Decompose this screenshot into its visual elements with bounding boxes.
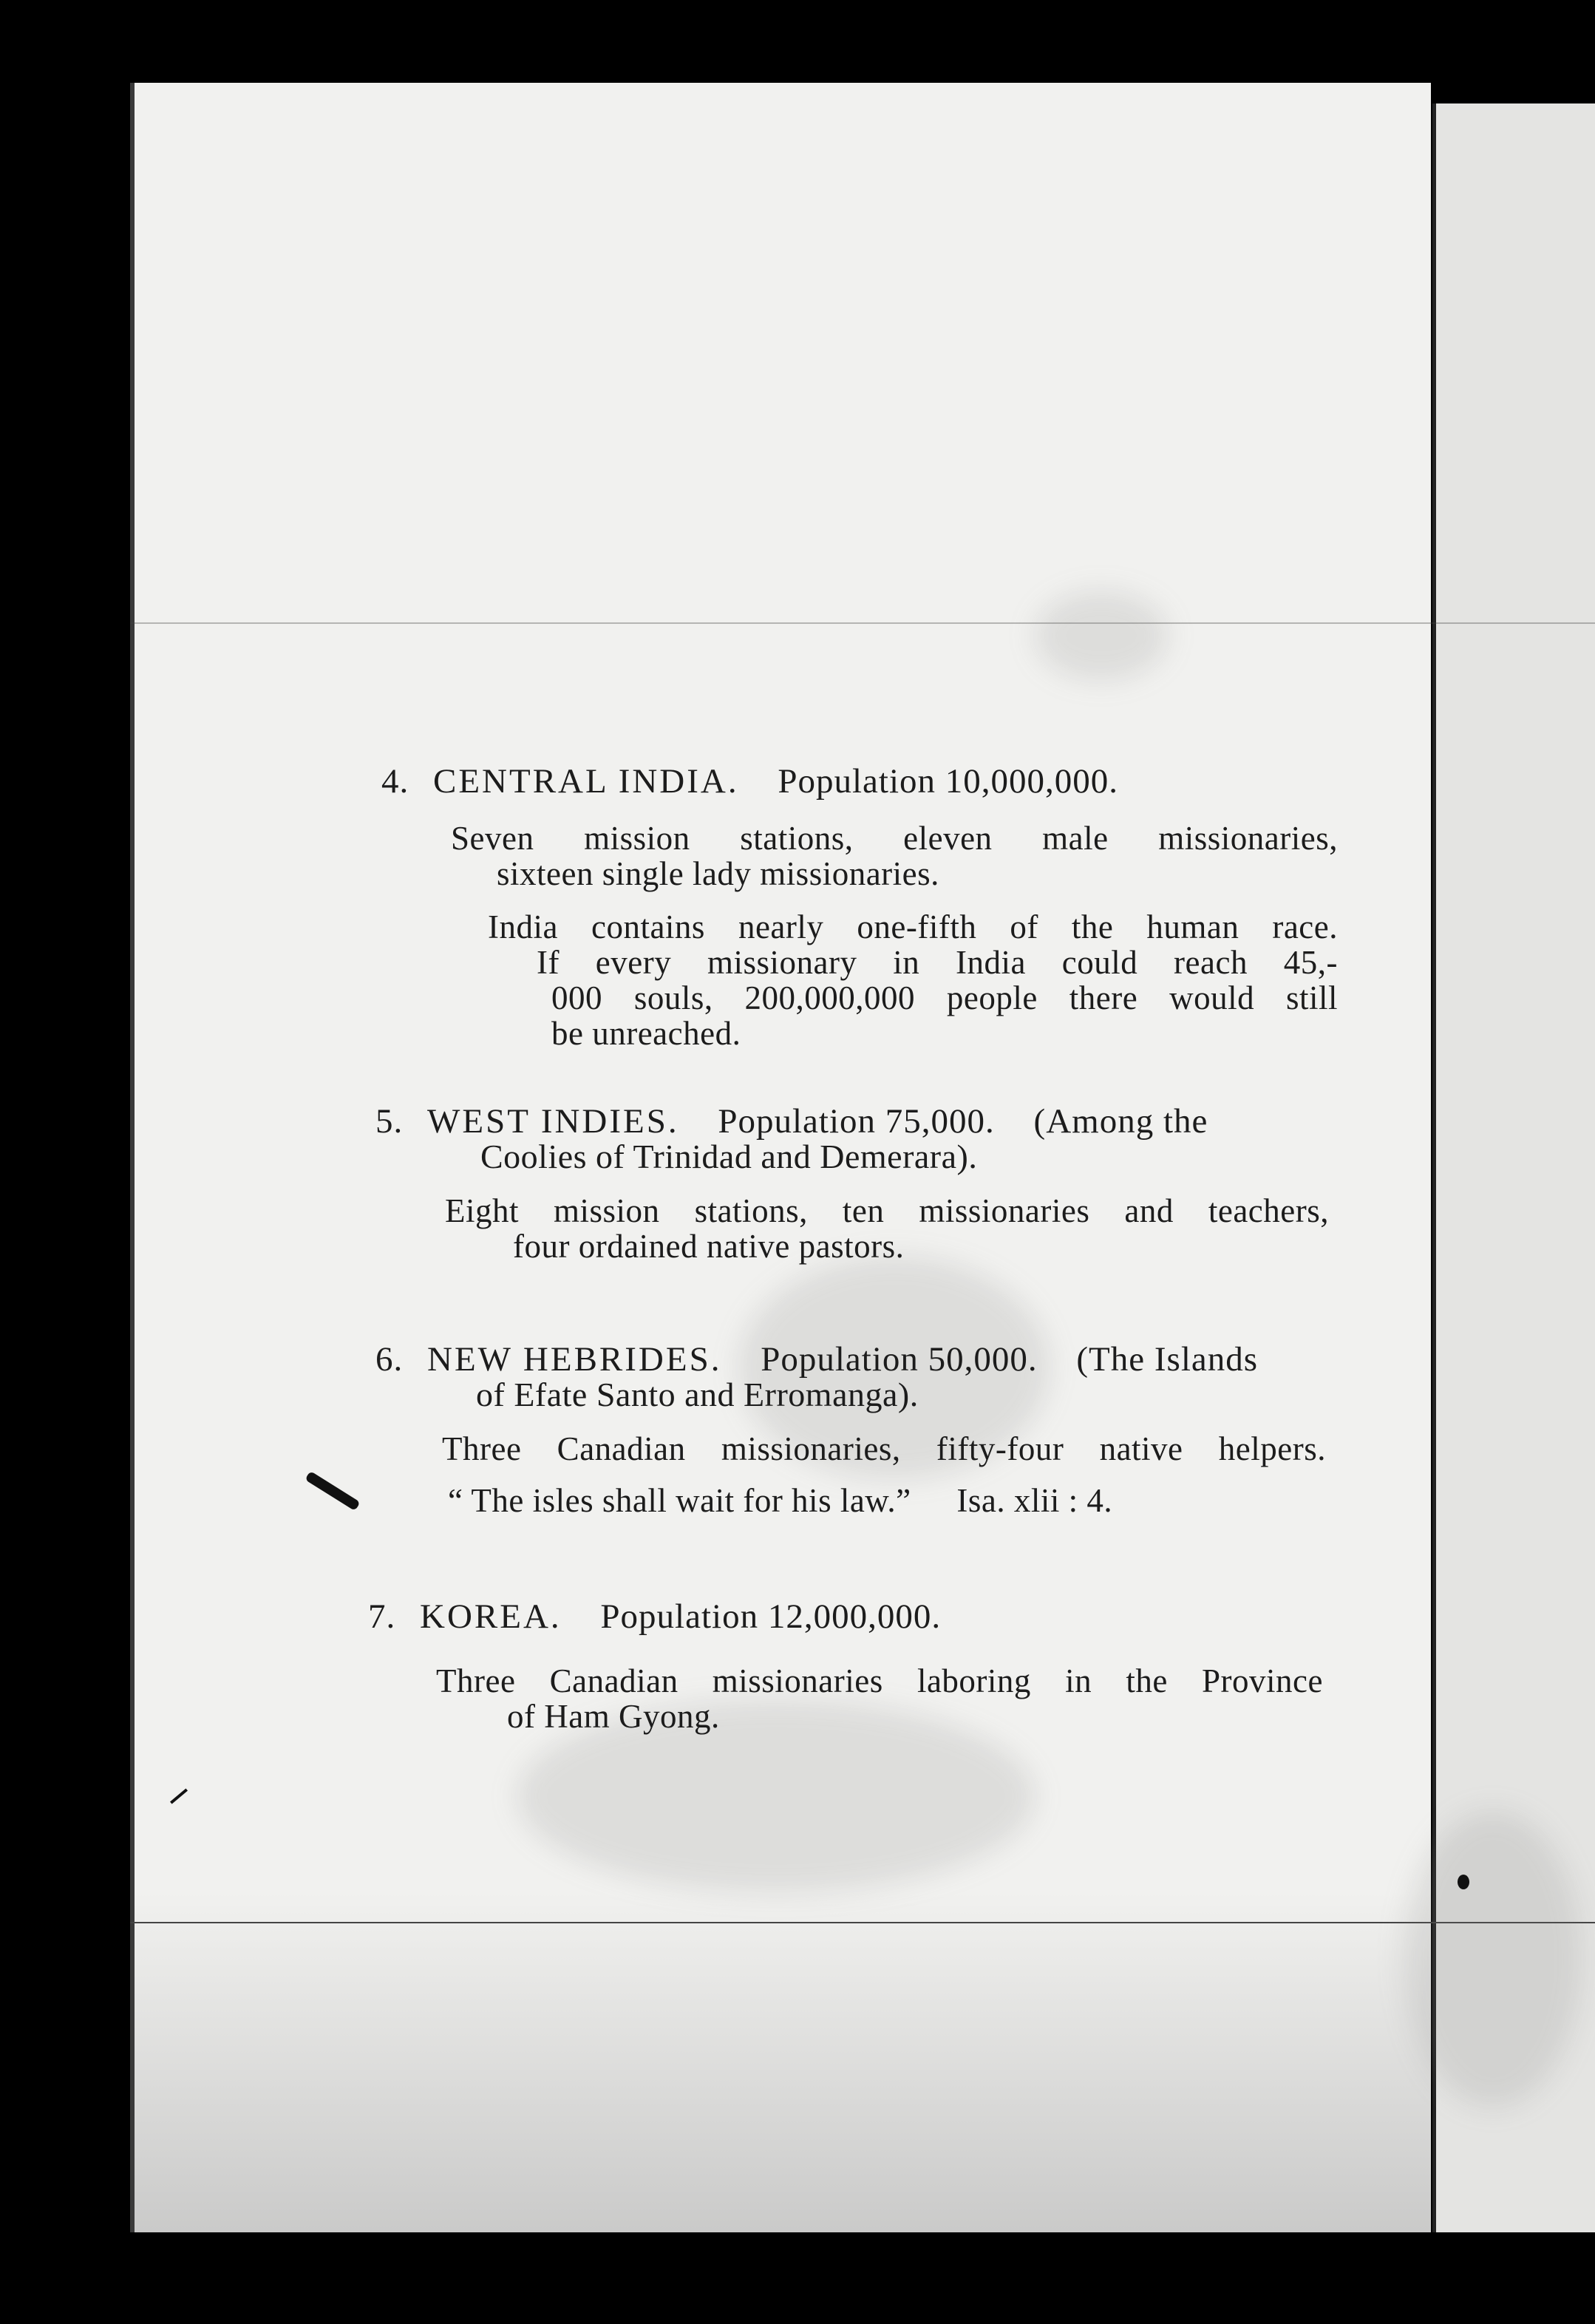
note-line: India contains nearly one-fifth of the human race. [488,908,1338,945]
body-line: Eight mission stations, ten missionaries and teachers, [445,1192,1329,1229]
note-line: 000 souls, 200,000,000 people there would still [551,979,1338,1016]
section-heading [368,1597,941,1637]
section-heading [375,1339,1258,1379]
quote [448,1481,1112,1520]
note-line: be unreached. [551,1015,741,1052]
scripture-reference: Isa. xlii : 4. [956,1482,1113,1519]
scan-line [130,622,1595,624]
body-line: four ordained native pastors. [513,1228,905,1265]
population-note: (The Islands [1076,1340,1259,1379]
note-line: If every missionary in India could reach 45,- [537,944,1338,981]
region-name: CENTRAL INDIA. [433,762,739,801]
population-note: (Among the [1033,1102,1208,1141]
smudge [1404,1811,1582,2107]
ink-mark [1458,1875,1469,1889]
section-heading [375,1101,1208,1141]
population: Population 50,000. [761,1340,1038,1379]
quote-text: “ The isles shall wait for his law.” [448,1482,911,1519]
population: Population 75,000. [718,1102,995,1141]
body-line: of Ham Gyong. [507,1698,720,1735]
section-number: 4. [381,762,409,801]
section-number: 7. [368,1597,396,1636]
population: Population 12,000,000. [600,1597,942,1636]
section-number: 5. [375,1102,404,1141]
section-number: 6. [375,1340,404,1379]
body-line: Three Canadian missionaries, fifty-four native helpers. [442,1430,1326,1467]
region-name: WEST INDIES. [427,1102,679,1141]
section-heading [381,761,1118,801]
population-note-continued: of Efate Santo and Erromanga). [476,1376,919,1413]
population-note-continued: Coolies of Trinidad and Demerara). [480,1138,978,1175]
body-line: Three Canadian missionaries laboring in the Province [436,1662,1323,1699]
region-name: KOREA. [420,1597,562,1636]
region-name: NEW HEBRIDES. [427,1340,722,1379]
scan-line [130,1922,1595,1923]
smudge [1035,591,1168,680]
body-line: sixteen single lady missionaries. [497,855,939,892]
population: Population 10,000,000. [778,762,1119,801]
body-line: Seven mission stations, eleven male missionaries, [451,820,1338,857]
